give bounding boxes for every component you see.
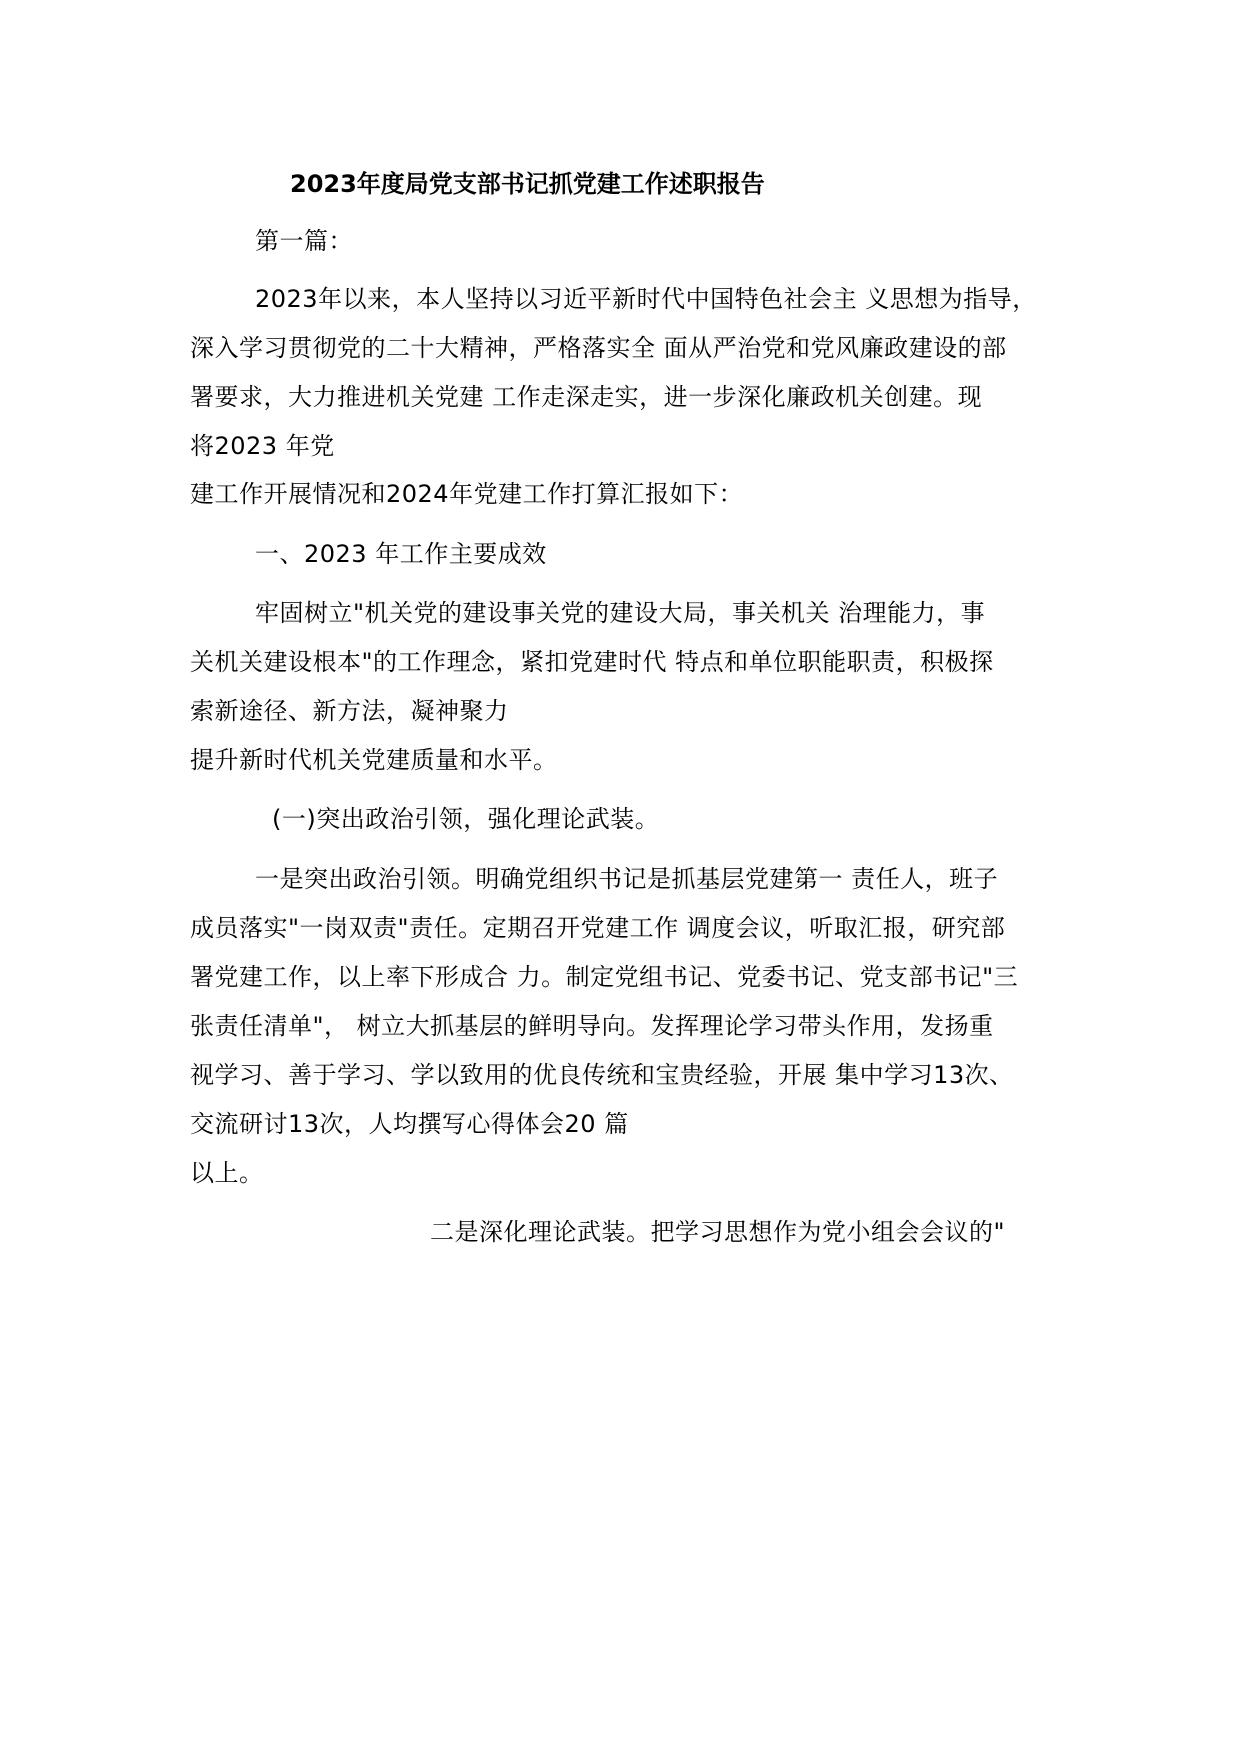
paragraph-line: 成员落实"一岗双责"责任。定期召开党建工作 调度会议，听取汇报，研究部 (190, 914, 1006, 942)
paragraph-line: 一是突出政治引领。明确党组织书记是抓基层党建第一 责任人，班子 (255, 865, 999, 893)
paragraph-line: 署党建工作，以上率下形成合 力。制定党组书记、党委书记、党支部书记"三 (190, 963, 1019, 991)
paragraph-line: 建工作开展情况和2024年党建工作打算汇报如下： (190, 480, 744, 508)
paragraph-line: 署要求，大力推进机关党建 工作走深走实，进一步深化廉政机关创建。现 (190, 383, 983, 411)
paragraph-line: 2023年以来，本人坚持以习近平新时代中国特色社会主 义思想为指导， (255, 285, 1037, 313)
paragraph-line: 二是深化理论武装。把学习思想作为党小组会会议的" (430, 1218, 1006, 1246)
section-label: 第一篇： (255, 227, 353, 255)
paragraph-line: 关机关建设根本"的工作理念，紧扣党建时代 特点和单位职能职责，积极探 (190, 648, 994, 676)
paragraph-line: 提升新时代机关党建质量和水平。 (190, 746, 558, 774)
heading-line: 一、2023 年工作主要成效 (255, 540, 547, 568)
paragraph-line: 索新途径、新方法，凝神聚力 (190, 697, 509, 725)
paragraph-line: 将2023 年党 (190, 432, 335, 460)
paragraph-line: 张责任清单"， 树立大抓基层的鲜明导向。发挥理论学习带头作用，发扬重 (190, 1012, 994, 1040)
paragraph-line: 深入学习贯彻党的二十大精神，严格落实全 面从严治党和党风廉政建设的部 (190, 334, 1007, 362)
document-title: 2023年度局党支部书记抓党建工作述职报告 (290, 170, 765, 198)
paragraph-line: 视学习、善于学习、学以致用的优良传统和宝贵经验，开展 集中学习13次、 (190, 1061, 1014, 1089)
paragraph-line: 牢固树立"机关党的建设事关党的建设大局，事关机关 治理能力，事 (255, 599, 986, 627)
paragraph-line: 交流研讨13次，人均撰写心得体会20 篇 (190, 1110, 629, 1138)
paragraph-line: 以上。 (190, 1159, 264, 1187)
subheading-line: (一)突出政治引领，强化理论武装。 (272, 805, 660, 833)
